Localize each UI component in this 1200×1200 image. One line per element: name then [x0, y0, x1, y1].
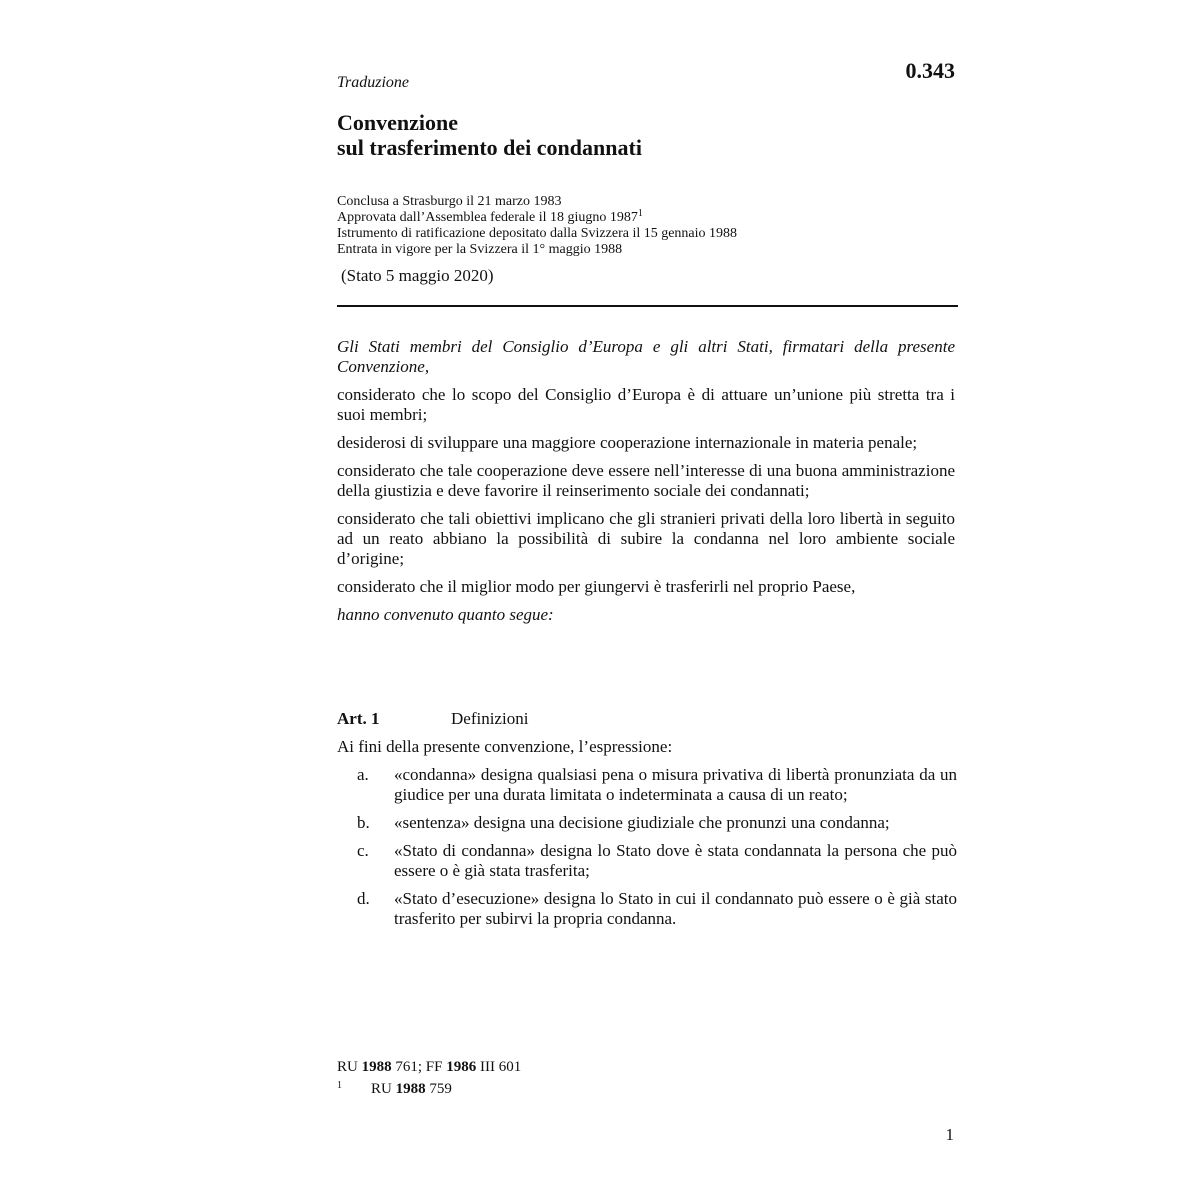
article-1-intro: Ai fini della presente convenzione, l’espressione: — [337, 737, 673, 756]
source-reference — [337, 1059, 521, 1076]
footnote-ru-year: 1988 — [395, 1081, 426, 1097]
definition-item — [357, 889, 957, 929]
meta-approved — [337, 210, 737, 226]
footnote-1 — [337, 1080, 452, 1098]
meta-entry-into-force: Entrata in vigore per la Svizzera il 1° maggio 1988 — [337, 242, 623, 257]
translation-label: Traduzione — [337, 74, 410, 91]
source-ff-page: III 601 — [479, 1059, 522, 1075]
definition-text: «Stato d’esecuzione» designa lo Stato in cui il condannato può essere o è già stato trasferito per subirvi la propria condanna. — [394, 889, 957, 928]
definition-letter: b. — [357, 813, 370, 832]
page-number: 1 — [945, 1125, 954, 1144]
source-ru-year: 1988 — [361, 1059, 392, 1075]
definition-item — [357, 765, 957, 805]
preamble-consideration: considerato che lo scopo del Consiglio d’Europa è di attuare un’unione più stretta tra i suoi membri; — [337, 385, 955, 424]
preamble-agreed: hanno convenuto quanto segue: — [337, 605, 554, 624]
preamble-consideration: considerato che il miglior modo per giungervi è trasferirli nel proprio Paese, — [337, 577, 856, 596]
source-ru-label: RU — [337, 1059, 358, 1075]
definition-text: «condanna» designa qualsiasi pena o misura privativa di libertà pronunziata da un giudice per una durata limitata o indeterminata a causa di un reato; — [394, 765, 957, 804]
meta-approved-text: Approvata dall’Assemblea federale il 18 giugno 1987 — [337, 210, 638, 225]
definitions-list — [357, 765, 957, 937]
source-ru-page: 761; FF — [395, 1059, 443, 1075]
article-1-heading — [337, 709, 528, 729]
article-number: Art. 1 — [337, 709, 380, 728]
title-line-1: Convenzione — [337, 110, 458, 135]
document-metadata — [337, 194, 737, 258]
footnote-ru-label: RU — [371, 1081, 392, 1097]
sr-number: 0.343 — [905, 58, 955, 83]
preamble-consideration: considerato che tale cooperazione deve essere nell’interesse di una buona amministrazione della giustizia e deve favorire il reinserimento sociale dei condannati; — [337, 461, 955, 500]
document-title — [337, 110, 642, 160]
meta-concluded: Conclusa a Strasburgo il 21 marzo 1983 — [337, 194, 562, 209]
definition-text: «sentenza» designa una decisione giudiziale che pronunzi una condanna; — [394, 813, 890, 832]
header-divider — [337, 305, 958, 307]
definition-text: «Stato di condanna» designa lo Stato dove è stata condannata la persona che può essere o è già stata trasferita; — [394, 841, 957, 880]
source-ff-year: 1986 — [446, 1059, 477, 1075]
definition-letter: a. — [357, 765, 369, 784]
footnote-ref-1[interactable]: 1 — [637, 208, 643, 219]
footnote-mark: 1 — [337, 1080, 342, 1091]
definition-item — [357, 813, 957, 833]
title-line-2: sul trasferimento dei condannati — [337, 135, 642, 160]
definition-letter: d. — [357, 889, 370, 908]
preamble-intro: Gli Stati membri del Consiglio d’Europa e gli altri Stati, firmatari della presente Convenzione, — [337, 337, 955, 376]
footnote-ru-page: 759 — [429, 1081, 452, 1097]
definition-item — [357, 841, 957, 881]
preamble — [337, 337, 955, 633]
status-date: (Stato 5 maggio 2020) — [341, 266, 494, 285]
preamble-consideration: considerato che tali obiettivi implicano che gli stranieri privati della loro libertà in seguito ad un reato abbiano la possibilità di subire la condanna nel loro ambiente sociale d’origine; — [337, 509, 955, 568]
article-title: Definizioni — [451, 709, 529, 728]
preamble-consideration: desiderosi di sviluppare una maggiore cooperazione internazionale in materia penale; — [337, 433, 918, 452]
meta-ratification: Istrumento di ratificazione depositato dalla Svizzera il 15 gennaio 1988 — [337, 226, 738, 241]
definition-letter: c. — [357, 841, 369, 860]
